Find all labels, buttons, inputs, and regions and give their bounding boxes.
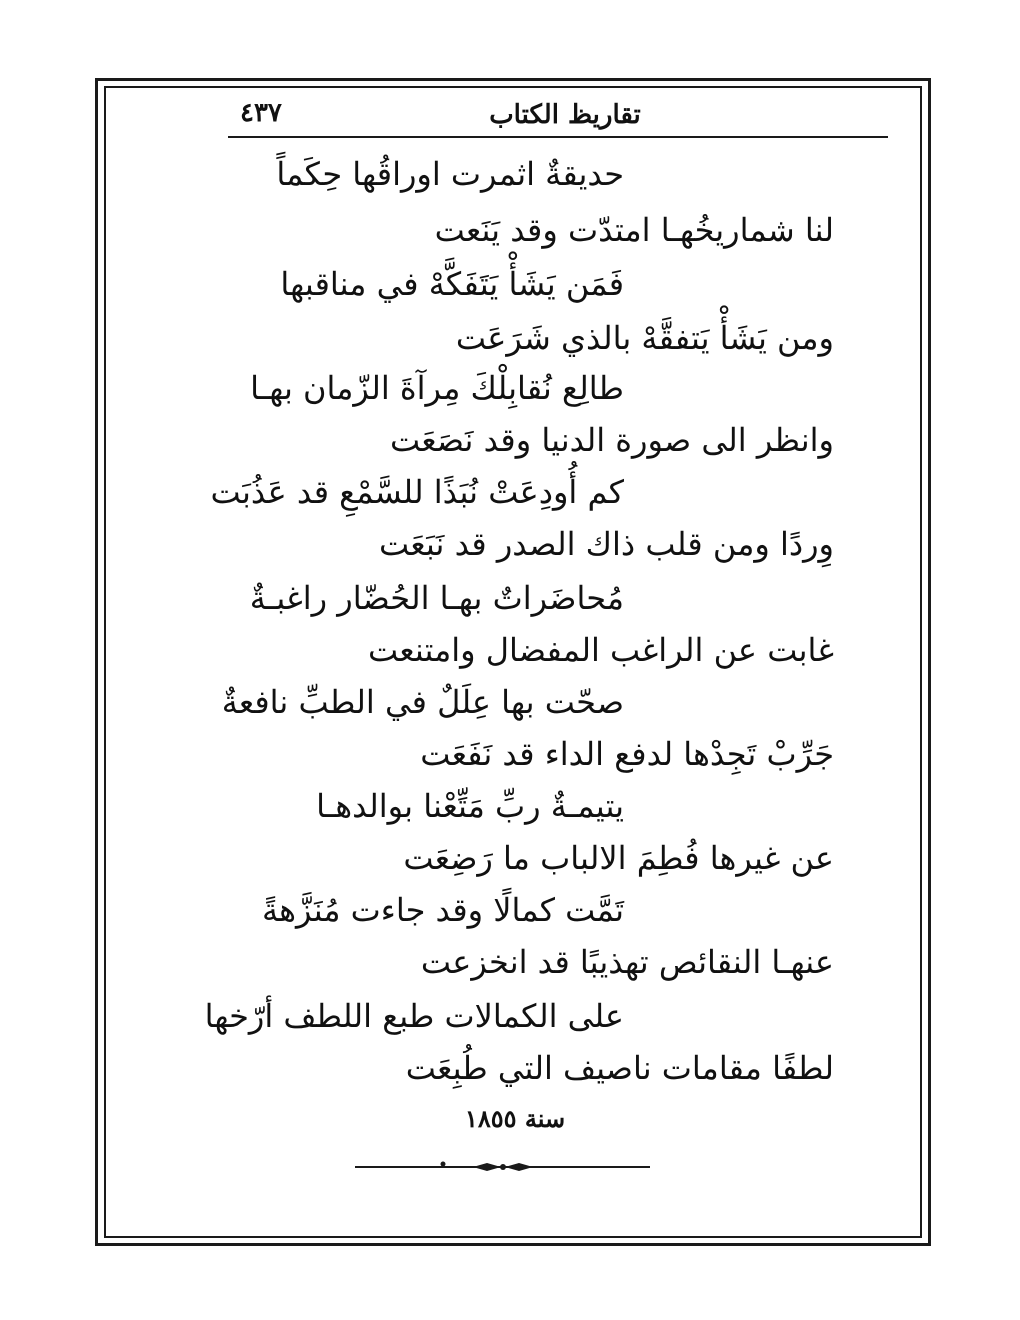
verse-14: عن غيرها فُطِمَ الالباب ما رَضِعَت bbox=[403, 839, 834, 877]
verse-15: تَمَّت كمالًا وقد جاءت مُنَزَّهةً bbox=[262, 891, 624, 929]
verse-10: غابت عن الراغب المفضال وامتنعت bbox=[367, 631, 834, 669]
page-number: ٤٣٧ bbox=[240, 98, 282, 128]
verse-9: مُحاضَراتٌ بهـا الحُضّار راغبـةٌ bbox=[249, 579, 624, 617]
verse-12: جَرِّبْ تَجِدْها لدفع الداء قد نَفَعَت bbox=[420, 735, 834, 773]
running-title: تقاريظ الكتاب bbox=[489, 100, 641, 130]
verse-18: لطفًا مقامات ناصيف التي طُبِعَت bbox=[405, 1049, 834, 1087]
verse-17: على الكمالات طبع اللطف أرّخها bbox=[204, 997, 624, 1035]
verse-11: صحّت بها عِلَلٌ في الطبِّ نافعةٌ bbox=[221, 683, 624, 721]
date-line: سنة ١٨٥٥ bbox=[464, 1104, 566, 1133]
verse-16: عنهـا النقائص تهذيبًا قد انخزعت bbox=[420, 943, 834, 981]
verse-5: طالِع نُقابِلْكَ مِرآةَ الزّمان بهـا bbox=[250, 369, 624, 407]
verse-8: وِردًا ومن قلب ذاك الصدر قد نَبَعَت bbox=[378, 525, 834, 563]
divider-ornament bbox=[355, 1160, 650, 1174]
verse-6: وانظر الى صورة الدنيا وقد نَصَعَت bbox=[389, 421, 834, 459]
verse-4: ومن يَشَأْ يَتفقَّهْ بالذي شَرَعَت bbox=[455, 319, 834, 357]
verse-1: حديقةٌ اثمرت اوراقُها حِكَماً bbox=[276, 155, 624, 193]
header-rule bbox=[228, 136, 888, 138]
verse-13: يتيمـةٌ ربِّ مَتِّعْنا بوالدهـا bbox=[316, 787, 624, 825]
verse-2: لنا شماريخُهـا امتدّت وقد يَنَعت bbox=[434, 211, 834, 249]
verse-7: كم أُودِعَتْ نُبَذًا للسَّمْعِ قد عَذُبَت bbox=[210, 473, 624, 511]
page-header bbox=[110, 96, 890, 136]
verse-3: فَمَن يَشَأْ يَتَفَكَّهْ في مناقبها bbox=[280, 265, 624, 303]
